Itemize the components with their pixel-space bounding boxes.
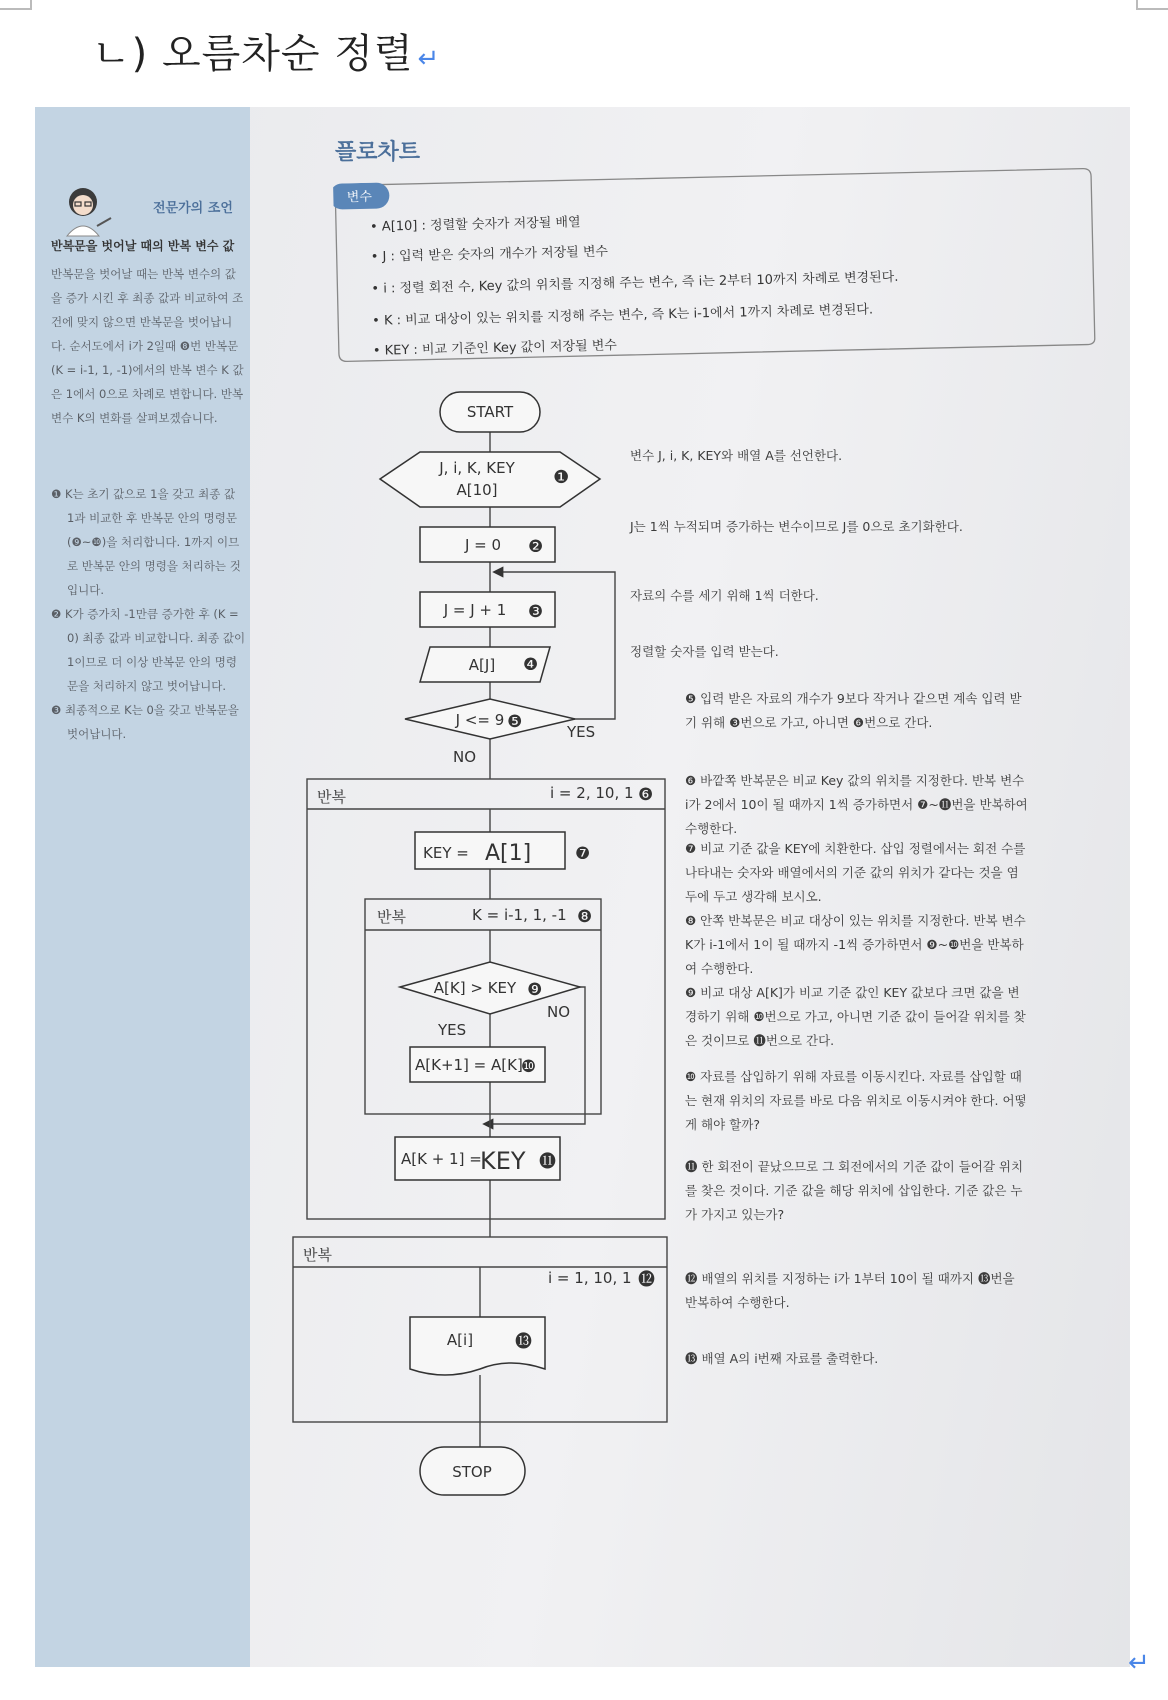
- compare-label: A[K] > KEY: [433, 979, 517, 997]
- step-number: ❶: [553, 467, 570, 488]
- step-number: ❽: [577, 907, 593, 927]
- declare-line2: A[10]: [456, 481, 498, 499]
- condition-label: J <= 9: [455, 711, 505, 729]
- yes2-label: YES: [438, 1021, 467, 1039]
- input-label: A[J]: [468, 656, 496, 674]
- insert-prefix: A[K + 1] =: [401, 1150, 482, 1168]
- key-assign-value: A[1]: [485, 841, 532, 866]
- variable-item: • KEY : 비교 기준인 Key 값이 저장될 변수: [372, 338, 618, 359]
- move-label: A[K+1] = A[K]: [415, 1056, 523, 1074]
- step-description: ⓫ 한 회전이 끝났으므로 그 회전에서의 기준 값이 들어갈 위치를 찾은 것이다. 기준 값을 해당 위치에 삽입한다. 기준 값은 누가 가지고 있는가?: [685, 1159, 1024, 1222]
- step-number: ❻: [638, 785, 654, 805]
- step-description: ❾ 비교 대상 A[K]가 비교 기준 값인 KEY 값보다 크면 값을 변경하기 위해 ❿번으로 가고, 아니면 기준 값이 들어갈 위치를 찾은 것이므로 ⓫번으로 간다.: [685, 985, 1026, 1048]
- no2-label: NO: [547, 1003, 571, 1021]
- step-description: ❽ 안쪽 반복문은 비교 대상이 있는 위치를 지정한다. 반복 변수 K가 i-1에서 1이 될 때까지 -1씩 증가하면서 ❾~❿번을 반복하여 수행한다.: [685, 913, 1026, 976]
- step-description: ⓬ 배열의 위치를 지정하는 i가 1부터 10이 될 때까지 ⓭번을 반복하여 수행한다.: [685, 1271, 1015, 1310]
- declare-line1: J, i, K, KEY: [439, 459, 515, 477]
- corner-mark-left: [0, 0, 32, 10]
- loop1-label: 반복: [317, 788, 346, 806]
- step-number: ⓬: [638, 1270, 655, 1290]
- tip-head: 반복문을 벗어날 때의 반복 변수 값: [51, 239, 235, 253]
- step-description: 자료의 수를 세기 위해 1씩 더한다.: [630, 588, 819, 603]
- variables-badge-text: 변수: [346, 189, 373, 206]
- variable-item: • A[10] : 정렬할 숫자가 저장될 배열: [369, 215, 581, 235]
- step-number: ❷: [528, 537, 544, 557]
- increment-label: J = J + 1: [443, 601, 507, 619]
- step-number: ❿: [521, 1057, 537, 1077]
- step-description: ❻ 바깥쪽 반복문은 비교 Key 값의 위치를 지정한다. 반복 변수 i가 2에서 10이 될 때까지 1씩 증가하면서 ❼~⓫번을 반복하여 수행한다.: [685, 773, 1028, 836]
- variable-item: • J : 입력 받은 숫자의 개수가 저장될 변수: [370, 244, 609, 265]
- step-description: 변수 J, i, K, KEY와 배열 A를 선언한다.: [630, 448, 843, 463]
- step-description: ❿ 자료를 삽입하기 위해 자료를 이동시킨다. 자료를 삽입할 때는 현재 위치의 자료를 바로 다음 위치로 이동시켜야 한다. 어떻게 해야 할까?: [685, 1069, 1027, 1132]
- start-label: START: [466, 403, 514, 421]
- insert-value: KEY: [480, 1147, 526, 1175]
- textbook-photo: [35, 107, 1130, 1667]
- key-assign-prefix: KEY =: [423, 844, 469, 862]
- return-mark-icon: ↵: [417, 44, 441, 74]
- variable-item: • K : 비교 대상이 있는 위치를 지정해 주는 변수, 즉 K는 i-1에서 1까지 차례로 변경된다.: [372, 302, 874, 329]
- step-number: ⓫: [539, 1152, 556, 1172]
- no-label: NO: [453, 748, 477, 766]
- loop1-range: i = 2, 10, 1: [550, 784, 634, 802]
- corner-mark-right: [1136, 0, 1168, 10]
- loop3-range: i = 1, 10, 1: [548, 1269, 632, 1287]
- tip-item: ❶ K는 초기 값으로 1을 갖고 최종 값 1과 비교한 후 반복문 안의 명령문(❾~❿)을 처리합니다. 1까지 이므로 반복문 안의 명령을 처리하는 것입니다.: [51, 487, 241, 597]
- return-mark-icon: ↵: [1128, 1648, 1150, 1678]
- step-number: ❼: [575, 844, 591, 864]
- tip-body: 반복문을 벗어날 때는 반복 변수의 값을 증가 시킨 후 최종 값과 비교하여 조건에 맞지 않으면 반복문을 벗어납니다. 순서도에서 i가 2일때 ❽번 반복문(K = i-1, 1, -1)에서의 반복 변수 K 값은 1에서 0으로 차례로 변합니다. 반복 변수 K의 변화를 살펴보겠습니다.: [51, 267, 244, 425]
- loop3-label: 반복: [303, 1246, 332, 1264]
- tip-title: 전문가의 조언: [153, 201, 233, 216]
- step-number: ❾: [527, 980, 543, 1000]
- step-description: ⓭ 배열 A의 i번째 자료를 출력한다.: [685, 1351, 879, 1366]
- stop-label: STOP: [452, 1463, 492, 1481]
- heading-text: ㄴ) 오름차순 정렬: [92, 31, 414, 77]
- section-heading: [92, 22, 440, 79]
- tip-item: ❸ 최종적으로 K는 0을 갖고 반복문을 벗어납니다.: [51, 703, 239, 741]
- step-number: ❹: [523, 655, 539, 675]
- loop2-label: 반복: [377, 908, 406, 926]
- flowchart-title: 플로차트: [335, 140, 421, 165]
- loop2-range: K = i-1, 1, -1: [472, 906, 567, 924]
- tip-item: ❷ K가 증가치 -1만큼 증가한 후 (K = 0) 최종 값과 비교합니다. 최종 값이 1이므로 더 이상 반복문 안의 명령문을 처리하지 않고 벗어납니다.: [51, 607, 246, 693]
- step-description: ❼ 비교 기준 값을 KEY에 치환한다. 삽입 정렬에서는 회전 수를 나타내는 숫자와 배열에서의 기준 값의 위치가 같다는 것을 염두에 두고 생각해 보시오.: [685, 841, 1026, 904]
- step-number: ❸: [528, 602, 544, 622]
- step-number: ⓭: [515, 1332, 532, 1352]
- step-description: J는 1씩 누적되며 증가하는 변수이므로 J를 0으로 초기화한다.: [630, 519, 963, 534]
- step-description: 정렬할 숫자를 입력 받는다.: [630, 644, 779, 659]
- output-label: A[i]: [446, 1331, 474, 1349]
- step-description: ❺ 입력 받은 자료의 개수가 9보다 작거나 같으면 계속 입력 받기 위해 ❸번으로 가고, 아니면 ❻번으로 간다.: [685, 691, 1022, 730]
- init-label: J = 0: [464, 536, 502, 554]
- yes-label: YES: [567, 723, 596, 741]
- step-number: ❺: [507, 712, 523, 732]
- variable-item: • i : 정렬 회전 수, Key 값의 위치를 지정해 주는 변수, 즉 i는 2부터 10까지 차례로 변경된다.: [371, 269, 899, 297]
